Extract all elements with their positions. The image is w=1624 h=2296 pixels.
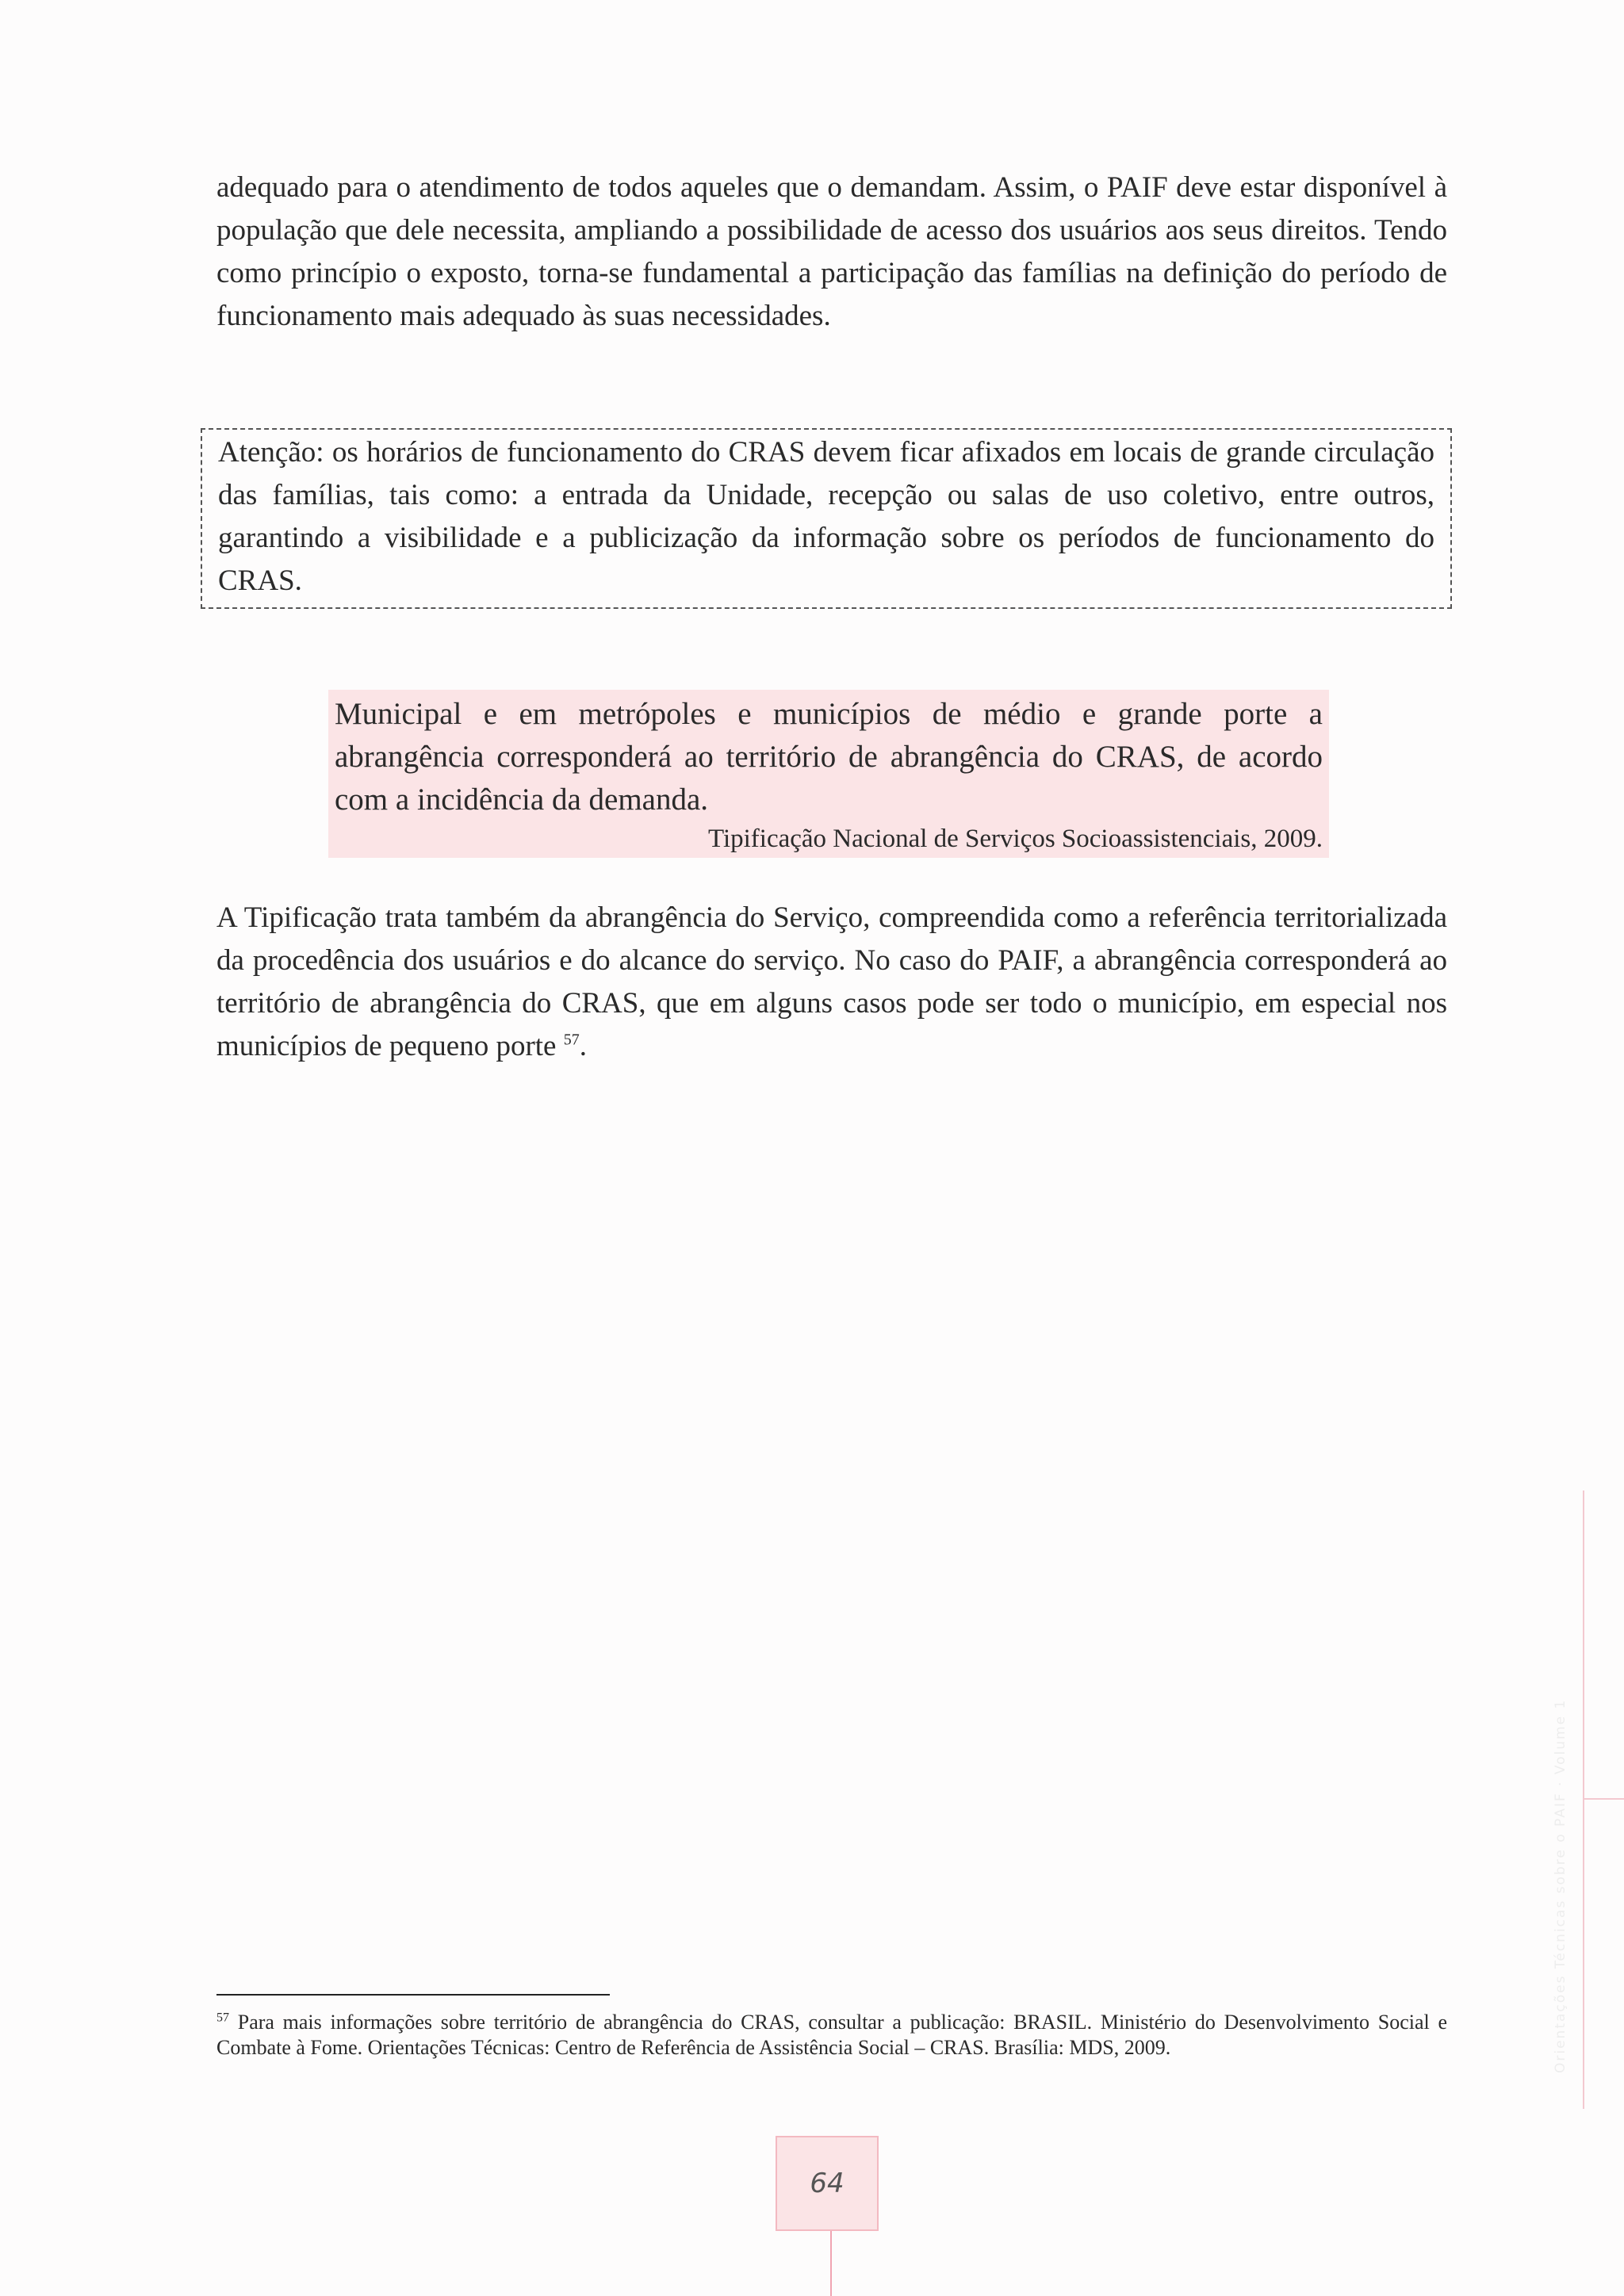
paragraph-2-text: A Tipificação trata também da abrangência do Serviço, compreendida como a referência territorializada da procedência dos usuários e do alcance do serviço. No caso do PAIF, a abrangência corresponderá ao território de abrangência do CRAS, que em alguns casos pode ser todo o município, em especial nos municípios de pequeno porte xyxy=(216,901,1447,1062)
quote-text: Municipal e em metrópoles e municípios de médio e grande porte a abrangência corresponderá ao território de abrangência do CRAS, de acordo com a incidência da demanda. xyxy=(335,697,1323,817)
footnote-reference[interactable]: 57 xyxy=(563,1031,580,1049)
page-number: 64 xyxy=(810,2168,845,2199)
footnote-number: 57 xyxy=(216,2011,229,2025)
page-number-tick xyxy=(830,2231,832,2296)
footnote-separator xyxy=(216,1994,610,1996)
page-number-box xyxy=(776,2136,879,2231)
body-paragraph-1: adequado para o atendimento de todos aqueles que o demandam. Assim, o PAIF deve estar disponível à população que dele necessita, ampliando a possibilidade de acesso dos usuários aos seus direitos. Tendo como princípio o exposto, torna-se fundamental a participação das famílias na definição do período de funcionamento mais adequado às suas necessidades. xyxy=(216,171,1447,332)
attention-notice-box xyxy=(201,428,1452,609)
citation-quote-box xyxy=(328,690,1329,858)
side-caption: Orientações Técnicas sobre o PAIF · Volume 1 xyxy=(1553,1698,1568,2073)
attention-notice-text: Atenção: os horários de funcionamento do CRAS devem ficar afixados em locais de grande circulação das famílias, tais como: a entrada da Unidade, recepção ou salas de uso coletivo, entre outros, garantindo a visibilidade e a publicização da informação sobre os períodos de funcionamento do CRAS. xyxy=(218,436,1434,597)
side-decoration-tick xyxy=(1584,1798,1624,1800)
side-decoration-line xyxy=(1583,1490,1584,2109)
footnote xyxy=(216,2010,1447,2061)
paragraph-2-end: . xyxy=(579,1030,587,1062)
body-paragraph-2 xyxy=(216,897,1447,1068)
footnote-text: Para mais informações sobre território de abrangência do CRAS, consultar a publicação: BRASIL. Ministério do Desenvolvimento Social e Combate à Fome. Orientações Técnicas: Centro de Referência de Assistência Social – CRAS. Brasília: MDS, 2009. xyxy=(216,2011,1448,2059)
quote-source: Tipificação Nacional de Serviços Socioassistenciais, 2009. xyxy=(707,825,1323,853)
